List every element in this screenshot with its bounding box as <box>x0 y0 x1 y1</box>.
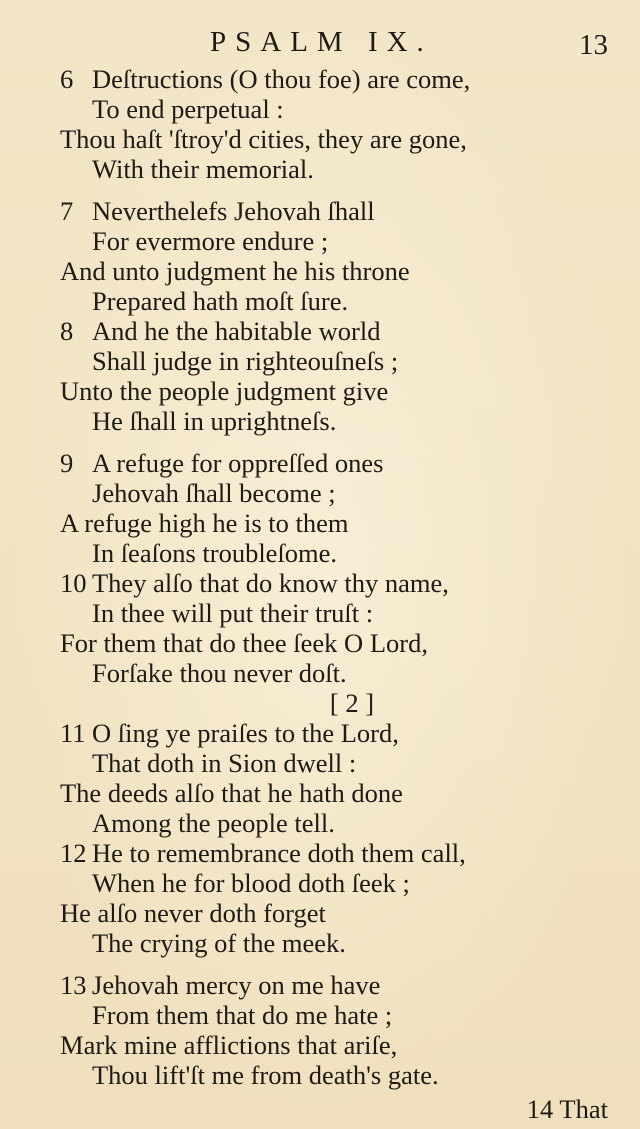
verse-text: Neverthelefs Jehovah ſhall <box>92 196 375 226</box>
verse-line <box>60 226 616 256</box>
verse-text: Thou haſt 'ſtroy'd cities, they are gone, <box>60 124 467 154</box>
verse-text: For them that do thee ſeek O Lord, <box>60 628 428 658</box>
verse-text: Thou lift'ſt me from death's gate. <box>92 1060 439 1090</box>
verse-line <box>60 538 616 568</box>
verse-text: A refuge for oppreſſed ones <box>92 448 384 478</box>
verse-text: In ſeaſons troubleſome. <box>92 538 338 568</box>
verse-line <box>60 478 616 508</box>
verse-text: He ſhall in uprightneſs. <box>92 406 337 436</box>
verse-line <box>60 256 616 286</box>
verse-line <box>60 64 616 94</box>
verse-text: Jehovah ſhall become ; <box>92 478 336 508</box>
verse-text: They alſo that do know thy name, <box>92 568 449 598</box>
verse-number: 10 <box>60 568 87 598</box>
verse-text: Deſtructions (O thou foe) are come, <box>92 64 471 94</box>
verse-line <box>60 1030 616 1060</box>
verse-number: 6 <box>60 64 74 94</box>
stanza-gap <box>60 958 616 970</box>
verse-line <box>60 1000 616 1030</box>
verse-text: A refuge high he is to them <box>60 508 349 538</box>
verse-text: From them that do me hate ; <box>92 1000 393 1030</box>
verse-number: 12 <box>60 838 87 868</box>
verse-text: For evermore endure ; <box>92 226 329 256</box>
verse-text: And he the habitable world <box>92 316 381 346</box>
verse-text: When he for blood doth ſeek ; <box>92 868 410 898</box>
verse-number: 11 <box>60 718 86 748</box>
running-title: PSALM IX. <box>210 26 433 58</box>
verse-text: Mark mine afflictions that ariſe, <box>60 1030 398 1060</box>
verse-text: Forſake thou never doſt. <box>92 658 347 688</box>
verse-line <box>60 376 616 406</box>
verse-number: 13 <box>60 970 87 1000</box>
verse-line <box>60 838 616 868</box>
verse-line <box>60 868 616 898</box>
verse-number: 9 <box>60 448 74 478</box>
verse-line <box>60 124 616 154</box>
verse-text: He to remembrance doth them call, <box>92 838 466 868</box>
verse-number: 8 <box>60 316 74 346</box>
catchword: 14 That <box>526 1094 608 1124</box>
stanza-gap <box>60 436 616 448</box>
verse-line <box>60 598 616 628</box>
verse-line <box>60 718 616 748</box>
verse-line <box>60 568 616 598</box>
psalm-text <box>60 64 616 1090</box>
verse-line <box>60 928 616 958</box>
verse-line <box>60 748 616 778</box>
verse-text: The deeds alſo that he hath done <box>60 778 403 808</box>
verse-line <box>60 286 616 316</box>
part-marker: [ 2 ] <box>329 688 375 718</box>
verse-line <box>60 1060 616 1090</box>
verse-line <box>60 316 616 346</box>
verse-text: The crying of the meek. <box>92 928 346 958</box>
verse-text: Shall judge in righteouſneſs ; <box>92 346 399 376</box>
verse-line <box>60 94 616 124</box>
verse-text: And unto judgment he his throne <box>60 256 410 286</box>
page-header <box>0 26 640 66</box>
verse-line <box>60 970 616 1000</box>
stanza-gap <box>60 184 616 196</box>
verse-text: With their memorial. <box>92 154 314 184</box>
verse-text: To end perpetual : <box>92 94 284 124</box>
page-number: 13 <box>579 29 608 61</box>
verse-line <box>60 346 616 376</box>
verse-line <box>60 508 616 538</box>
verse-number: 7 <box>60 196 74 226</box>
verse-line <box>60 628 616 658</box>
verse-line <box>60 778 616 808</box>
verse-text: Among the people tell. <box>92 808 335 838</box>
verse-line <box>60 658 616 688</box>
verse-line <box>60 448 616 478</box>
verse-line <box>60 898 616 928</box>
verse-line <box>60 808 616 838</box>
verse-text: That doth in Sion dwell : <box>92 748 357 778</box>
verse-line <box>60 196 616 226</box>
verse-text: Unto the people judgment give <box>60 376 389 406</box>
verse-text: O ſing ye praiſes to the Lord, <box>92 718 399 748</box>
verse-text: In thee will put their truſt : <box>92 598 374 628</box>
verse-line <box>60 154 616 184</box>
verse-line <box>60 406 616 436</box>
verse-text: Prepared hath moſt ſure. <box>92 286 349 316</box>
verse-text: Jehovah mercy on me have <box>92 970 381 1000</box>
verse-text: He alſo never doth forget <box>60 898 326 928</box>
